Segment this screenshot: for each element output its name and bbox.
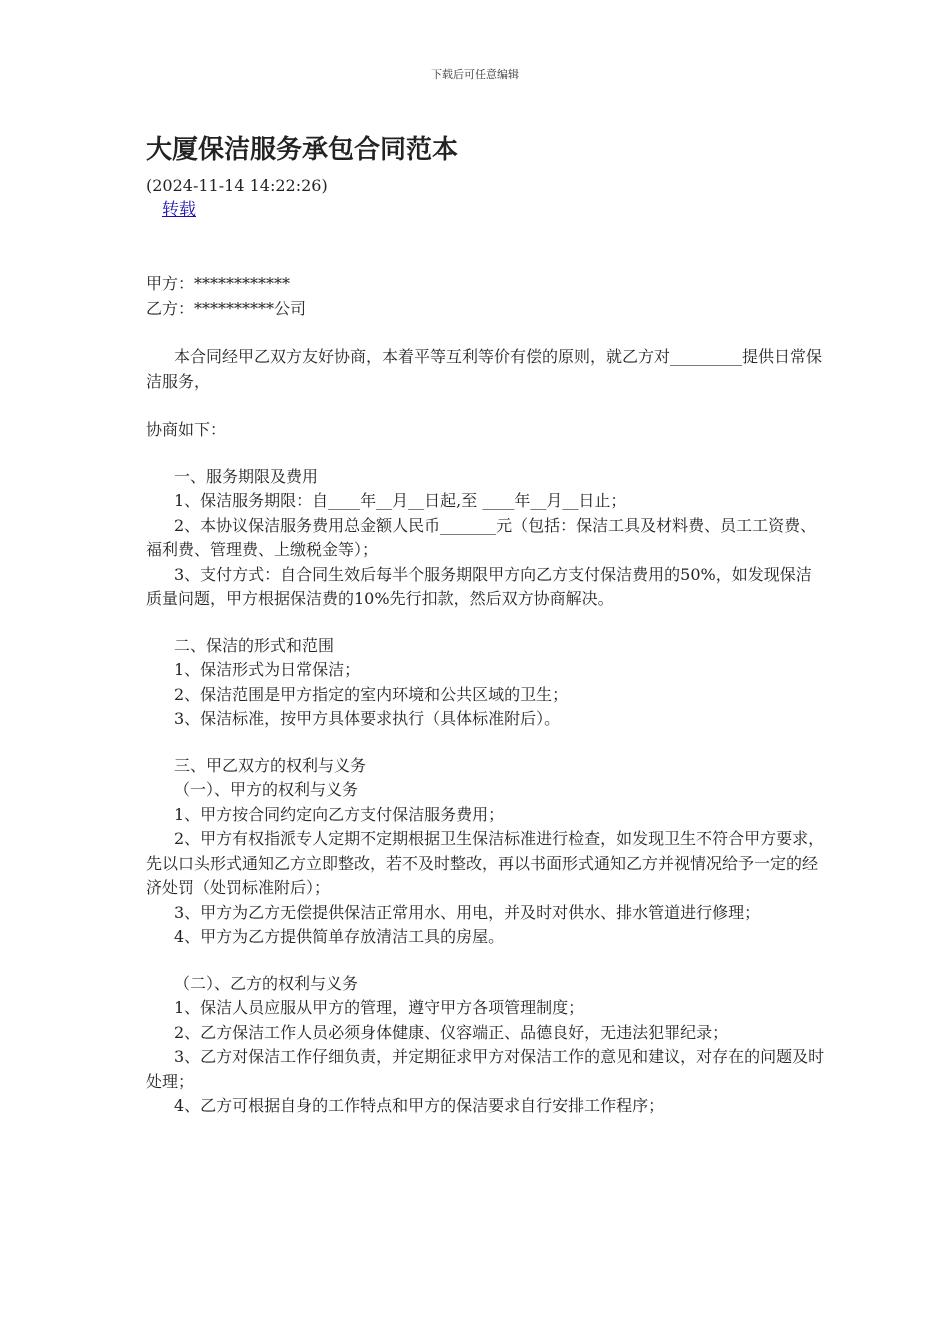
- document-title: 大厦保洁服务承包合同范本: [146, 135, 459, 165]
- subsection-b-heading: （二）、乙方的权利与义务: [174, 973, 359, 993]
- agreed-text: 协商如下：: [146, 420, 227, 439]
- section-1-item: 1、保洁服务期限：自____年__月__日起,至 ____年__月__日止；: [174, 491, 627, 510]
- subsection-a-item: 2、甲方有权指派专人定期不定期根据卫生保洁标准进行检查，如发现卫生不符合甲方要求，先以口头形式通知乙方立即整改，若不及时整改，再以书面形式通知乙方并视情况给予一定的经济处罚（处罚标准附后）；: [146, 829, 825, 897]
- subsection-b-item: 2、乙方保洁工作人员必须身体健康、仪容端正、品德良好，无违法犯罪纪录；: [174, 1022, 729, 1042]
- intro-paragraph: 本合同经甲乙双方友好协商，本着平等互利等价有偿的原则，就乙方对_________提供日常保洁服务，: [146, 347, 823, 391]
- subsection-a-item: 3、甲方为乙方无偿提供保洁正常用水、用电，并及时对供水、排水管道进行修理；: [174, 902, 761, 922]
- section-3-heading: 三、甲乙双方的权利与义务: [174, 755, 367, 775]
- section-2-item: 2、保洁范围是甲方指定的室内环境和公共区域的卫生；: [174, 684, 569, 704]
- header-note: 下载后可任意编辑: [431, 68, 519, 81]
- party-a: 甲方：************: [146, 274, 291, 293]
- repost-link[interactable]: 转载: [162, 200, 196, 220]
- section-1-heading: 一、服务期限及费用: [174, 466, 319, 486]
- subsection-a-item: 1、甲方按合同约定向乙方支付保洁服务费用；: [174, 804, 505, 824]
- party-b: 乙方：**********公司: [146, 298, 307, 318]
- section-2-heading: 二、保洁的形式和范围: [174, 635, 335, 655]
- timestamp: (2024-11-14 14:22:26): [146, 176, 328, 195]
- subsection-b-item: 1、保洁人员应服从甲方的管理，遵守甲方各项管理制度；: [174, 998, 585, 1017]
- document-body: [146, 130, 826, 1119]
- subsection-a-item: 4、甲方为乙方提供简单存放清洁工具的房屋。: [174, 927, 505, 946]
- section-2-item: 1、保洁形式为日常保洁；: [174, 660, 361, 679]
- subsection-b-item: 4、乙方可根据自身的工作特点和甲方的保洁要求自行安排工作程序；: [174, 1096, 665, 1115]
- section-2-item: 3、保洁标准，按甲方具体要求执行（具体标准附后）。: [174, 709, 561, 728]
- subsection-a-heading: （一）、甲方的权利与义务: [174, 780, 359, 799]
- subsection-b-item: 3、乙方对保洁工作仔细负责，并定期征求甲方对保洁工作的意见和建议，对存在的问题及时处理；: [146, 1047, 825, 1091]
- section-1-item: 3、支付方式：自合同生效后每半个服务期限甲方向乙方支付保洁费用的50%，如发现保洁质量问题，甲方根据保洁费的10%先行扣款，然后双方协商解决。: [146, 564, 812, 608]
- section-1-item: 2、本协议保洁服务费用总金额人民币_______元（包括：保洁工具及材料费、员工工资费、福利费、管理费、上缴税金等）；: [146, 515, 817, 559]
